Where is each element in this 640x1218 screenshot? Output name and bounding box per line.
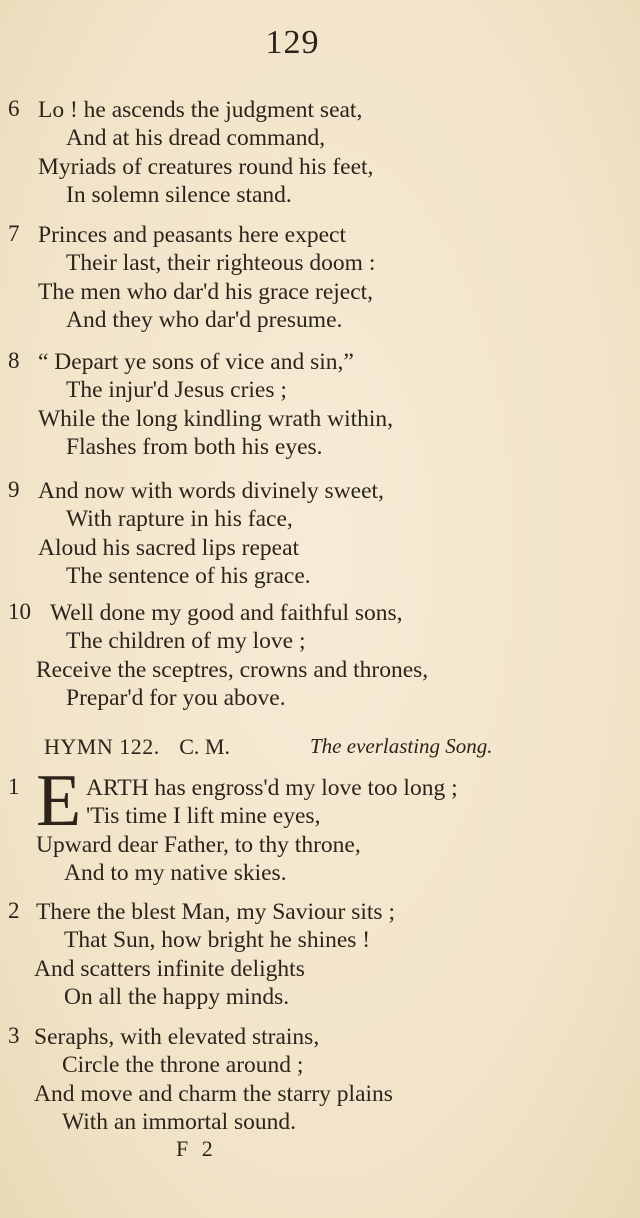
- verse-line: While the long kindling wrath within,: [38, 406, 394, 432]
- verse-line: Receive the sceptres, crowns and thrones,: [36, 657, 429, 683]
- verse-line: Prepar'd for you above.: [66, 685, 286, 711]
- hymn-subtitle: The everlasting Song.: [310, 734, 493, 758]
- hymn-title: HYMN 122.: [44, 734, 160, 759]
- verse-line: Lo ! he ascends the judgment seat,: [38, 97, 363, 123]
- verse-line: Princes and peasants here expect: [38, 222, 346, 248]
- verse-line: ARTH has engross'd my love too long ;: [86, 775, 458, 801]
- stanza-number: 9: [8, 477, 20, 502]
- verse-line: Circle the throne around ;: [62, 1052, 304, 1078]
- verse-line: Well done my good and faithful sons,: [50, 600, 403, 626]
- verse-line: And to my native skies.: [64, 860, 287, 886]
- drop-cap: E: [36, 760, 82, 842]
- verse-line: There the blest Man, my Saviour sits ;: [36, 899, 395, 925]
- verse-line: The men who dar'd his grace reject,: [38, 279, 374, 305]
- verse-line: And scatters infinite delights: [34, 956, 305, 982]
- verse-line: 'Tis time I lift mine eyes,: [86, 803, 321, 829]
- verse-line: Upward dear Father, to thy throne,: [36, 832, 361, 858]
- stanza-number: 2: [8, 898, 20, 923]
- verse-line: With rapture in his face,: [66, 506, 293, 532]
- verse-line: In solemn silence stand.: [66, 182, 292, 208]
- verse-line: The sentence of his grace.: [66, 563, 311, 589]
- verse-line: Myriads of creatures round his feet,: [38, 154, 374, 180]
- hymn-meter: C. M.: [179, 734, 230, 759]
- verse-line: And at his dread command,: [66, 125, 326, 151]
- verse-line: With an immortal sound.: [62, 1109, 297, 1135]
- page-number: 129: [265, 24, 320, 61]
- verse-line: And now with words divinely sweet,: [38, 478, 384, 504]
- stanza-number: 7: [8, 221, 20, 246]
- verse-line: Their last, their righteous doom :: [66, 250, 376, 276]
- verse-line: Aloud his sacred lips repeat: [38, 535, 300, 561]
- signature-mark: F 2: [176, 1136, 217, 1161]
- stanza-number: 8: [8, 348, 20, 373]
- verse-line: That Sun, how bright he shines !: [64, 927, 371, 953]
- verse-line: And move and charm the starry plains: [34, 1081, 393, 1107]
- verse-line: “ Depart ye sons of vice and sin,”: [38, 349, 354, 375]
- stanza-number: 10: [8, 599, 31, 624]
- verse-line: On all the happy minds.: [64, 984, 290, 1010]
- verse-line: Flashes from both his eyes.: [66, 434, 323, 460]
- verse-line: And they who dar'd presume.: [66, 307, 343, 333]
- stanza-number: 3: [8, 1023, 20, 1048]
- hymn-heading: [44, 734, 564, 760]
- verse-line: The children of my love ;: [66, 628, 306, 654]
- stanza-number: 1: [8, 774, 20, 799]
- verse-line: The injur'd Jesus cries ;: [66, 377, 287, 403]
- stanza-number: 6: [8, 96, 20, 121]
- verse-line: Seraphs, with elevated strains,: [34, 1024, 320, 1050]
